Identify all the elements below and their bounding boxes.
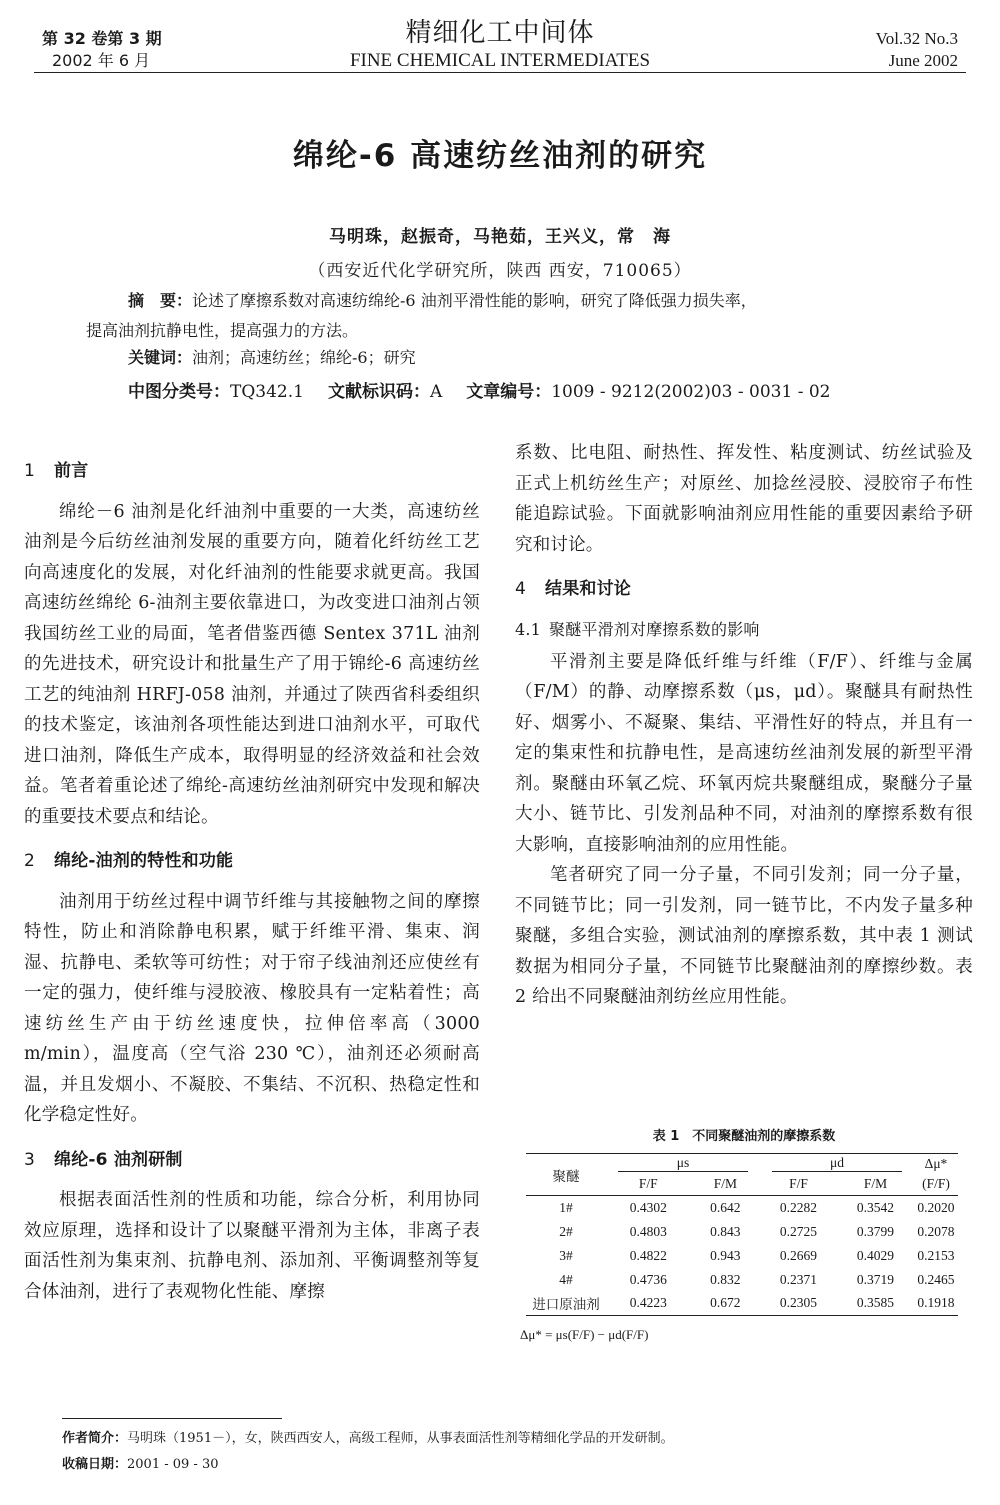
group-delta: Δμ* — [914, 1154, 958, 1174]
journal-name-cn: 精细化工中间体 — [405, 18, 595, 48]
volume-issue: 第 32 卷第 3 期 — [42, 29, 162, 48]
section-3-paragraph: 根据表面活性剂的性质和功能，综合分析，利用协同效应原理，选择和设计了以聚醚平滑剂为主体，非离子表面活性剂为集束剂、抗静电剂、添加剂、平衡调整剂等复合体油剂，进行了表观物化性能、摩擦 — [24, 1190, 480, 1302]
section-heading-1: 1 前言 — [24, 461, 89, 481]
table-row: 2# 0.4803 0.843 0.2725 0.3799 0.2078 — [559, 1223, 955, 1239]
abstract-text-line2: 提高油剂抗静电性，提高强力的方法。 — [86, 321, 359, 340]
abstract-label: 摘 要： — [128, 291, 193, 310]
doc-code: A — [429, 382, 443, 402]
journal-name-en: FINE CHEMICAL INTERMEDIATES — [349, 50, 651, 71]
sub-ud-ff: F/F — [760, 1174, 837, 1196]
abstract-text-line1: 论述了摩擦系数对高速纺绵纶-6 油剂平滑性能的影响，研究了降低强力损失率， — [192, 291, 757, 310]
table-1-note: Δμ* = μs(F/F) − μd(F/F) — [520, 1327, 649, 1342]
paper-title: 绵纶-6 高速纺丝油剂的研究 — [292, 138, 708, 174]
header-rule — [34, 72, 966, 73]
right-column — [515, 438, 973, 1013]
section-heading-3: 3 绵纶-6 油剂研制 — [24, 1149, 183, 1170]
received-date-label: 收稿日期： — [62, 1457, 128, 1472]
friction-table — [526, 1153, 958, 1316]
section-4-1-paragraph-2: 笔者研究了同一分子量，不同引发剂；同一分子量，不同链节比；同一引发剂，同一链节比，不内发子量多种聚醚，多组合实验，测试油剂的摩擦系数，其中表 1 测试数据为相同分子量，不同链节比聚醚油剂的摩擦纱数。表 2 给出不同聚醚油剂纺丝应用性能。 — [515, 865, 973, 1007]
issue-date-en: June 2002 — [888, 51, 958, 70]
table-row: 1# 0.4302 0.642 0.2282 0.3542 0.2020 — [559, 1199, 955, 1215]
subsection-heading-4-1: 4.1 聚醚平滑剂对摩擦系数的影响 — [515, 619, 760, 639]
table-1-caption: 表 1 不同聚醚油剂的摩擦系数 — [652, 1129, 836, 1144]
doc-code-label: 文献标识码： — [327, 382, 430, 402]
left-column — [24, 450, 480, 1307]
author-bio-label: 作者简介： — [62, 1431, 128, 1446]
affiliation: （西安近代化学研究所，陕西 西安，710065） — [308, 261, 692, 281]
keywords-text: 油剂；高速纺丝；绵纶-6；研究 — [192, 348, 416, 367]
table-row: 进口原油剂 0.4223 0.672 0.2305 0.3585 0.1918 — [526, 1292, 958, 1316]
classification-line — [128, 381, 830, 403]
section-4-1-paragraph-1: 平滑剂主要是降低纤维与纤维（F/F）、纤维与金属（F/M）的静、动摩擦系数（μs，μd）。聚醚具有耐热性好、烟雾小、不凝聚、集结、平滑性好的特点，并且有一定的集束性和抗静电性，是高速纺丝油剂发展的新型平滑剂。聚醚由环氧乙烷、环氧丙烷共聚醚组成，聚醚分子量大小、链节比、引发剂品种不同，对油剂的摩擦系数有很大影响，直接影响油剂的应用性能。 — [515, 651, 973, 855]
sub-delta: (F/F) — [914, 1174, 958, 1196]
sub-us-fm: F/M — [691, 1174, 760, 1196]
journal-name — [0, 16, 1000, 72]
clc-number: TQ342.1 — [230, 382, 304, 402]
received-date-text: 2001 - 09 - 30 — [127, 1457, 219, 1472]
keywords — [128, 348, 416, 368]
section-heading-4: 4 结果和讨论 — [515, 579, 631, 599]
group-ud: μd — [760, 1154, 914, 1174]
received-date — [62, 1456, 219, 1474]
section-heading-2: 2 绵纶-油剂的特性和功能 — [24, 851, 234, 871]
group-us: μs — [606, 1154, 760, 1174]
section-2-paragraph: 油剂用于纺丝过程中调节纤维与其接触物之间的摩擦特性，防止和消除静电积累，赋于纤维平滑、集束、润湿、抗静电、柔软等可纺性；对于帘子线油剂还应使丝有一定的强力，使纤维与浸胶液、橡胶具有一定粘着性；高速纺丝生产由于纺丝速度快，拉伸倍率高（3000 m/min），温度高（空气浴 230 ℃），油剂还必须耐高温，并且发烟小、不凝胶、不集结、不沉积、热稳定性和化学稳定性好。 — [24, 891, 480, 1125]
author-bio — [62, 1430, 674, 1448]
issue-date: 2002 年 6 月 — [52, 51, 151, 70]
keywords-label: 关键词： — [128, 348, 193, 367]
abstract — [86, 286, 926, 346]
article-number: 1009 - 9212(2002)03 - 0031 - 02 — [551, 382, 831, 402]
section-1-paragraph: 绵纶－6 油剂是化纤油剂中重要的一大类，高速纺丝油剂是今后纺丝油剂发展的重要方向，随着化纤纺丝工艺向高速度化的发展，对化纤油剂的性能要求就更高。我国高速纺丝绵纶 6-油剂主要依靠进口，为改变进口油剂占领我国纺丝工业的局面，笔者借鉴西德 Sentex 371L 油剂的先进技术，研究设计和批量生产了用于锦纶-6 高速纺丝工艺的纯油剂 HRFJ-058 油剂，并通过了陕西省科委组织的技术鉴定，该油剂各项性能达到进口油剂水平，可取代进口油剂，降低生产成本，取得明显的经济效益和社会效益。笔者着重论述了绵纶-高速纺丝油剂研究中发现和解决的重要技术要点和结论。 — [24, 501, 480, 827]
author-bio-text: 马明珠（1951－），女，陕西西安人，高级工程师，从事表面活性剂等精细化学品的开发研制。 — [127, 1431, 674, 1446]
sub-us-ff: F/F — [606, 1174, 691, 1196]
table-row: 4# 0.4736 0.832 0.2371 0.3719 0.2465 — [559, 1271, 955, 1287]
table-row: 3# 0.4822 0.943 0.2669 0.4029 0.2153 — [559, 1247, 955, 1263]
volume-issue-en: Vol.32 No.3 — [875, 29, 958, 48]
issue-info-en — [876, 28, 958, 72]
footnote-rule — [62, 1418, 282, 1419]
clc-label: 中图分类号： — [128, 382, 230, 402]
article-number-label: 文章编号： — [466, 382, 552, 402]
author-list: 马明珠，赵振奇，马艳茹，王兴义，常 海 — [329, 227, 671, 247]
sub-ud-fm: F/M — [837, 1174, 914, 1196]
section-3-paragraph-continued: 系数、比电阻、耐热性、挥发性、粘度测试、纺丝试验及正式上机纺丝生产；对原丝、加捻丝浸胶、浸胶帘子布性能追踪试验。下面就影响油剂应用性能的重要因素给予研究和讨论。 — [515, 443, 973, 555]
col-polyether: 聚醚 — [526, 1154, 606, 1196]
